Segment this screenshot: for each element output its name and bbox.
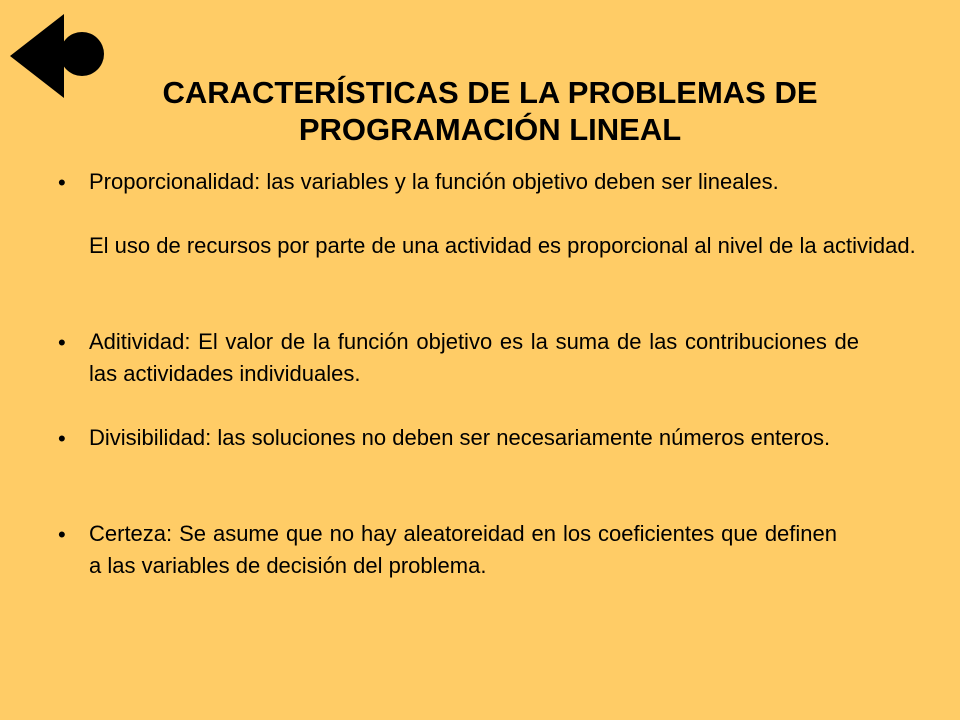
title-line-1: CARACTERÍSTICAS DE LA PROBLEMAS DE bbox=[162, 75, 818, 110]
bullet-3-text: Divisibilidad: las soluciones no deben ser necesariamente números enteros. bbox=[89, 425, 831, 450]
bullet-4-text: Certeza: Se asume que no hay aleatoreidad en los coeficientes que definen a las variables de decisión del problema. bbox=[89, 521, 837, 578]
slide-title bbox=[40, 74, 940, 148]
bullet-3-marker: • bbox=[58, 426, 66, 451]
bullet-2-text: Aditividad: El valor de la función objetivo es la suma de las contribuciones de las actividades individuales. bbox=[89, 329, 859, 386]
bullet-4-marker: • bbox=[58, 522, 66, 547]
title-line-2: PROGRAMACIÓN LINEAL bbox=[298, 112, 682, 147]
bullet-1-marker: • bbox=[58, 170, 66, 195]
bullet-2-marker: • bbox=[58, 330, 66, 355]
bullet-1-continuation: El uso de recursos por parte de una actividad es proporcional al nivel de la actividad. bbox=[89, 233, 916, 258]
bullet-1-text: Proporcionalidad: las variables y la función objetivo deben ser lineales. bbox=[89, 169, 779, 194]
